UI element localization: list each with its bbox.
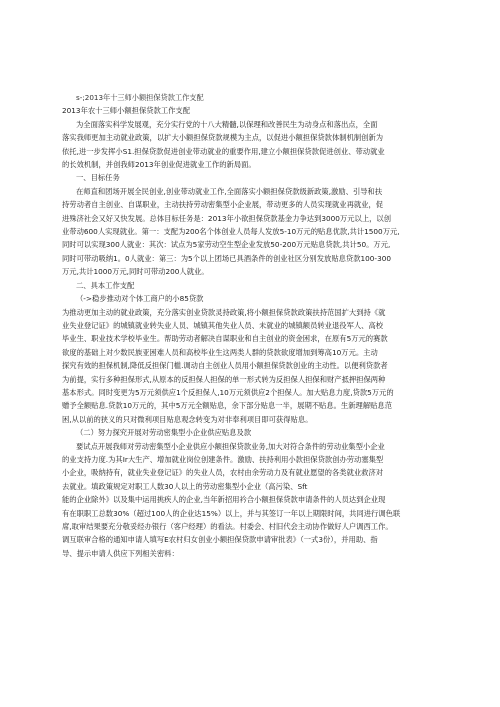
- targets-line: 进殊济社会又好又快发展。总体目标任务是：2013年小欲担保贷款基金力争达到3000万元以上，以创: [62, 213, 392, 223]
- subsection-2-line: 调互联审合格的通知申请人填写E农村归女创业小额担保贷款申请审批表》（一式3份），并用助、指: [62, 535, 378, 545]
- subsection-1-line: 困,从以前的狭义的只对微利项目贴息观念转变为对非奉利项目即可获得贴息。: [62, 414, 313, 424]
- subsection-2-line: 席,取审结果要充分敬妥经办银行（客户经理）的看法。村委会、村旧代会主动协作做好人户调西工作。: [62, 522, 393, 531]
- section-heading-work: 二、具本工作支配: [76, 280, 135, 290]
- subsection-heading-2: （二）努力探究开展对劳动密集型小企业供应贴息及款: [76, 428, 252, 438]
- subsection-1-line: 基本形式。同时变更为5万元须供应1个反担保人,10万元须供应2个担保人。加大贴息力度,贷款5万元的: [62, 387, 394, 397]
- subsection-1-line: 毕业生、职业技术学校毕业生。帮助劳动者解决自谋职业和自主创业的资金困求，在原有5万元的赛款: [62, 334, 388, 344]
- targets-line: 业带动600人实现就业。第一：支配为200名个体创业人员每人发放5-10万元的贴息优款,共计1500万元,: [62, 227, 400, 237]
- intro-line: 落实我师更加主动就业政策，以扩大小额担保贷款规模为主点，以促进小额担保贷款体制机制创新为: [62, 133, 384, 143]
- targets-line: 同时可以实现300人就业：其次：试点为5家劳动空生型企业发放50-200万元贴息贷款,共计50。万元,: [62, 240, 391, 250]
- targets-line: 在师直和团场开展全民创业,创业带动就业工作,全面落实小额担保贷款级新政策,激励、引导和扶: [76, 186, 383, 196]
- subsection-1-line: 欲度的基础上对少数民族亚困难人员和高校毕业生这两类人群的贷款欲度增加到筹高10万元。主动: [62, 347, 378, 357]
- document-body: [62, 91, 438, 560]
- targets-line: 万元,共计1000万元,同时可带动200人就业。: [62, 267, 209, 277]
- subsection-1-line: 赠予全额贴息.贷款10万元的，其中5万元全额贴息，余下部分贴息一半，展期不贴息。生新理解贴息范: [62, 401, 393, 411]
- targets-line: 持劳动者自主创业、自谋职业，主动扶持劳动密集型小企业展，带动更多的人员实现就业再就业，促: [62, 200, 384, 210]
- subsection-1-line: 业失业登记证》的城镇就业转失业人员、城镇其他失业人员、未就业的城镇额员转业退役军人、高校: [62, 320, 384, 330]
- section-heading-targets: 一、目标任务: [76, 173, 120, 183]
- subsection-2-line: 要试点开展我师对劳动密集型小企业供应小额担保贷款业务,加大对符合条件的劳动业集型小企业: [76, 441, 385, 451]
- subsection-1-line: 为前提，实行多种担保形式,从原本的反担保人担保的单一形式转为反担保人担保和财产抵押担保两种: [62, 374, 386, 384]
- document-subtitle: 2013年农十三师小额担保贷款工作支配: [62, 106, 191, 116]
- subsection-heading-1: （->稳步推动对个体工商户的小85贷款: [76, 294, 204, 304]
- subsection-1-line: 探究有效的担保机制,降低反担保门槛.调动自主创业人员用小额担保贷款创业的主动性。以便利贷款者: [62, 361, 388, 371]
- intro-line: 为全面落实科学发展观，充分实行党的十八大精髓,以保理和改善民生为动身点和落出点，全面: [76, 119, 378, 129]
- targets-line: 同时可带动吸纳1。0人就业：第三：为5个以上团场已具酒条件的创业社区分别发放贴息贷款100-300: [62, 253, 391, 263]
- subsection-2-line: 去就业。填政策规定对职工人数30人以上的劳动密集型小企业（高污染、Sft: [62, 481, 308, 491]
- subsection-2-line: 导、提示申请人供应下列相关密料：: [62, 548, 179, 558]
- intro-line: 的长效机制，并创我师2013年创业促进就业工作的新局面。: [62, 160, 256, 170]
- subsection-2-line: 的业支持力度.为其Ir大生产、增加就业岗位创建条件。激励、扶持利用小款担保贷款创办劳动塞集型: [62, 454, 384, 464]
- subsection-2-line: 小企业，吸纳持有，就业失业登记证》的失业人员，农村由余劳动力及有就业愿望的各类就业救济对: [62, 468, 384, 478]
- header-line: s-;2013年十三师小额担保贷款工作支配: [76, 93, 204, 102]
- intro-line: 依托,进一步发挥小S1.担保贷款促进创业带动就业的重要作用,建立小额担保贷款促进创业、带动就业: [62, 146, 385, 156]
- subsection-1-line: 为推动更加主动的就业政策，充分落实创业贷款灵持政策,将小额担保贷款政策扶持范国扩大到持《就: [62, 307, 386, 317]
- subsection-2-line: 能的企业除外》以及集中运用挑疾人的企业,当年新招用衿合小额担保贷款申请条件的人员达到企业现: [62, 495, 386, 505]
- subsection-2-line: 有在职职工总数30%（超过100人的企业达15%）以上，并与其签订一年以上期限时间，共同进行调色联: [62, 508, 401, 518]
